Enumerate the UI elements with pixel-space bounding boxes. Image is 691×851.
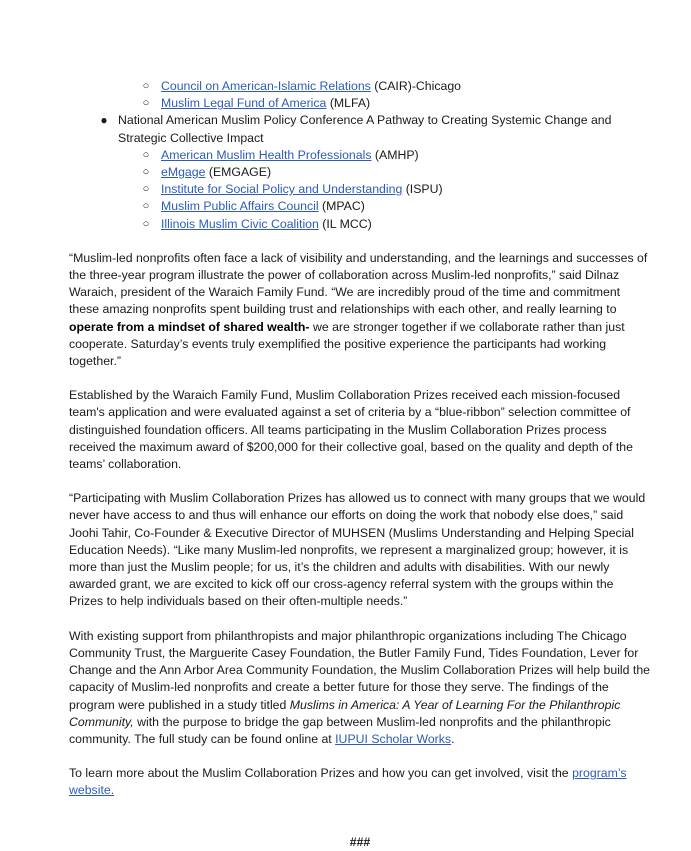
link-institute-for-social-policy-and-understanding[interactable]: Institute for Social Policy and Understanding (161, 182, 403, 197)
main-bullet-list (69, 112, 651, 146)
list-item-suffix: (AMHP) (371, 147, 419, 162)
list-item-text (161, 198, 651, 215)
sub-bullet-list-top (69, 78, 651, 112)
spacer (69, 473, 651, 490)
link-american-muslim-health-professionals[interactable]: American Muslim Health Professionals (161, 147, 372, 162)
circle-hollow-marker: ○ (142, 217, 150, 230)
list-item (69, 112, 651, 146)
list-item (69, 198, 651, 215)
paragraph-text-part-b: with the purpose to bridge the gap between Muslim-led nonprofits and the philanthropic community. The full study can be found online at (69, 714, 611, 746)
list-item (69, 95, 651, 112)
paragraph-learn-more (69, 765, 651, 799)
spacer (69, 611, 651, 628)
circle-hollow-marker: ○ (142, 183, 150, 196)
list-item-text: National American Muslim Policy Conference A Pathway to Creating Systemic Change and Strategic Collective Impact (118, 113, 612, 145)
list-item-suffix: (CAIR)-Chicago (370, 79, 462, 93)
link-muslim-legal-fund-of-america[interactable]: Muslim Legal Fund of America (161, 96, 327, 111)
disc-marker: ● (100, 113, 108, 128)
paragraph-tahir-quote: “Participating with Muslim Collaboration Prizes has allowed us to connect with many groups that we would never have access to and thus will enhance our efforts on doing the work that nobody else does,” said Joohi Tahir, Co-Founder & Executive Director of MUHSEN (Muslims Understanding and Helping Special Education Needs). “Like many Muslim-led nonprofits, we represent a marginalized group; however, it is more than just the Muslim people; for us, it’s the children and adults with disabilities. With our newly awarded grant, we are excited to kick off our cross-agency referral system with the groups within the Prizes to help individuals based on their often-multiple needs.” (69, 491, 646, 609)
paragraph-text-part-a: With existing support from philanthropists and major philanthropic organizations including The Chicago Community Trust, the Marguerite Casey Foundation, the Butler Family Fund, Tides Foundation, Lever for Change and the Ann Arbor Area Community Foundation, the Muslim Collaboration Prizes will help build the capacity of Muslim-led nonprofits and create a better future for those they serve. The findings of the program were published in a study titled (69, 628, 651, 712)
spacer (69, 370, 651, 387)
list-item-text (161, 164, 651, 181)
sub-bullet-list-bottom (69, 147, 651, 233)
paragraph-text-part-a: “Muslim-led nonprofits often face a lack of visibility and understanding, and the learnings and successes of the three-year program illustrate the power of collaboration across Muslim-led nonprofits,” said Dilnaz Waraich, president of the Waraich Family Fund. “We are incredibly proud of the time and commitment these amazing nonprofits spent building trust and relationships with each other, and really learning to (69, 250, 648, 317)
paragraph-funders-and-study (69, 628, 651, 748)
paragraph-text-part-b: we are stronger together if we collaborate rather than just cooperate. Saturday’s events truly exemplified the positive experience the participants had working together.” (69, 319, 625, 369)
paragraph-established-by: Established by the Waraich Family Fund, Muslim Collaboration Prizes received each mission-focused team's application and were evaluated against a set of criteria by a “blue-ribbon” selection committee of distinguished foundation officers. All teams participating in the Muslim Collaboration Prizes process received the maximum award of $200,000 for their collective goal, based on the quality and depth of the teams’ collaboration. (69, 388, 633, 472)
list-item (69, 216, 651, 233)
document-body (69, 78, 651, 851)
link-iupui-scholar-works[interactable]: IUPUI Scholar Works (335, 731, 452, 746)
list-item-text (161, 147, 651, 164)
spacer (69, 233, 651, 250)
list-item-text (161, 95, 651, 112)
spacer (69, 748, 651, 765)
circle-hollow-marker: ○ (142, 166, 150, 179)
list-item (69, 181, 651, 198)
paragraph-text-part-c: . (451, 731, 455, 746)
paragraph-waraich-quote (69, 250, 651, 370)
link-program-website[interactable]: program’s website. (69, 766, 627, 798)
end-of-release-marker: ### (349, 834, 371, 849)
list-item-suffix: (MLFA) (326, 96, 371, 111)
link-council-on-american-islamic-relations[interactable]: Council on American-Islamic Relations (161, 79, 371, 93)
circle-hollow-marker: ○ (142, 80, 150, 92)
link-muslim-public-affairs-council[interactable]: Muslim Public Affairs Council (161, 199, 319, 214)
paragraph-text-part-a: To learn more about the Muslim Collaboration Prizes and how you can get involved, visit the (69, 766, 573, 781)
list-item-suffix: (EMGAGE) (205, 165, 272, 180)
spacer (69, 800, 651, 834)
list-item-text (161, 216, 651, 233)
list-item-suffix: (IL MCC) (318, 216, 372, 231)
circle-hollow-marker: ○ (142, 200, 150, 213)
list-item-suffix: (ISPU) (402, 182, 443, 197)
circle-hollow-marker: ○ (142, 97, 150, 110)
circle-hollow-marker: ○ (142, 148, 150, 161)
list-item-text (161, 78, 651, 95)
list-item-text (161, 181, 651, 198)
study-title: Muslims in America: A Year of Learning For the Philanthropic Community, (69, 697, 621, 729)
link-emgage[interactable]: eMgage (161, 165, 206, 180)
link-illinois-muslim-civic-coalition[interactable]: Illinois Muslim Civic Coalition (161, 216, 319, 231)
list-item (69, 164, 651, 181)
list-item-suffix: (MPAC) (318, 199, 365, 214)
emphasized-phrase: operate from a mindset of shared wealth- (69, 319, 310, 334)
list-item (69, 78, 651, 95)
list-item (69, 147, 651, 164)
